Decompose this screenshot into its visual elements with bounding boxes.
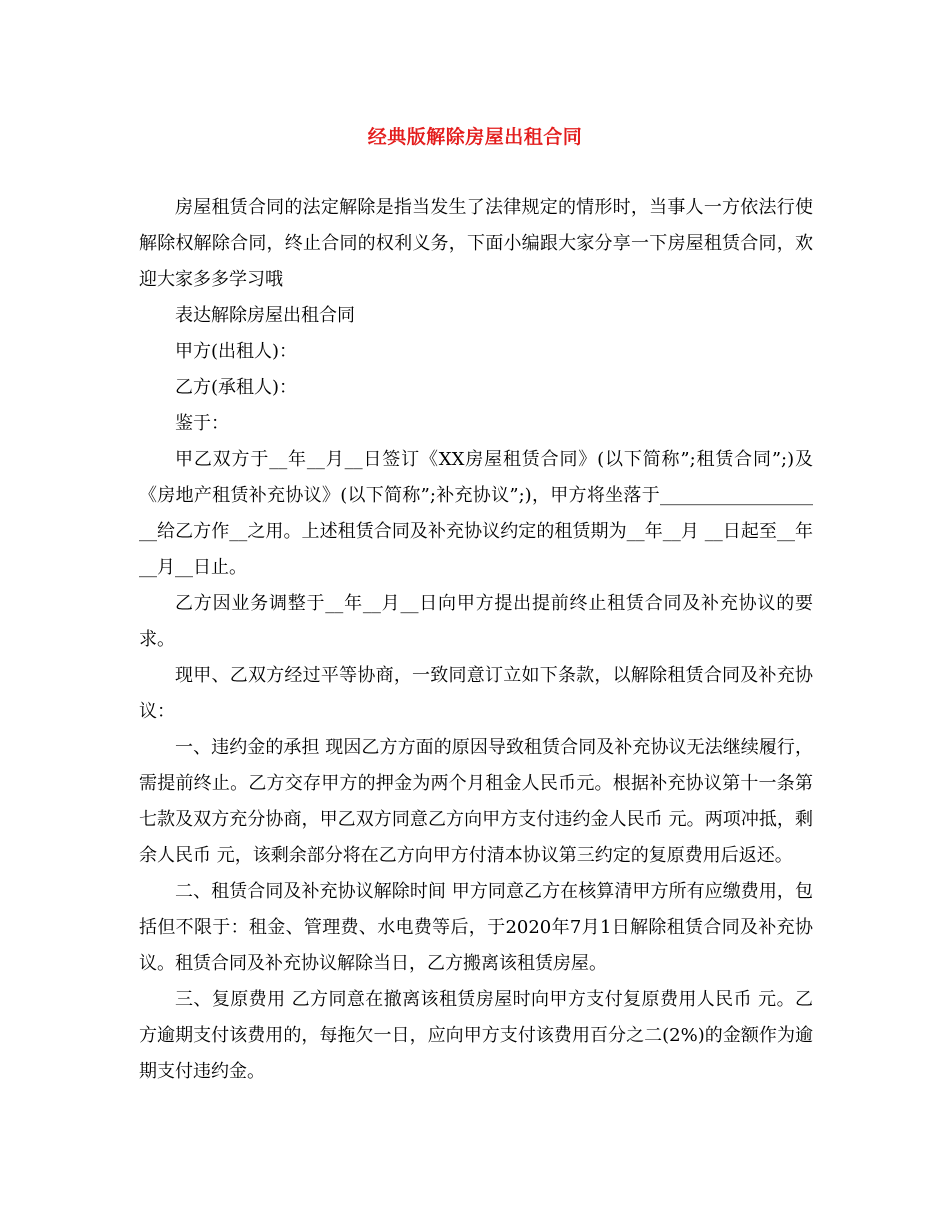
- intro-paragraph: 房屋租赁合同的法定解除是指当发生了法律规定的情形时，当事人一方依法行使解除权解除合同，终止合同的权利义务，下面小编跟大家分享一下房屋租赁合同，欢迎大家多多学习哦: [139, 197, 813, 290]
- clause-2-paragraph: 二、租赁合同及补充协议解除时间 甲方同意乙方在核算清甲方所有应缴费用，包括但不限于：租金、管理费、水电费等后，于2020年7月1日解除租赁合同及补充协议。租赁合同及补充协议解除当日，乙方搬离该租赁房屋。: [139, 881, 813, 974]
- document-title: 经典版解除房屋出租合同: [367, 126, 583, 148]
- background-paragraph: 甲乙双方于__年__月__日签订《XX房屋租赁合同》(以下简称”;租赁合同”;)及《房地产租赁补充协议》(以下简称”;补充协议”;)，甲方将坐落于___________________给乙方作__之用。上述租赁合同及补充协议约定的租赁期为__年__月 __日起至__年__月__日止。: [139, 449, 813, 578]
- document-body: [139, 190, 813, 1090]
- party-b-line: 乙方(承租人)：: [175, 377, 298, 398]
- clause-1-paragraph: 一、违约金的承担 现因乙方方面的原因导致租赁合同及补充协议无法继续履行，需提前终止。乙方交存甲方的押金为两个月租金人民币元。根据补充协议第十一条第七款及双方充分协商，甲乙双方同意乙方向甲方支付违约金人民币 元。两项冲抵，剩余人民币 元，该剩余部分将在乙方向甲方付清本协议第三约定的复原费用后返还。: [139, 737, 813, 866]
- clause-3-paragraph: 三、复原费用 乙方同意在撤离该租赁房屋时向甲方支付复原费用人民币 元。乙方逾期支付该费用的，每拖欠一日，应向甲方支付该费用百分之二(2%)的金额作为逾期支付违约金。: [139, 989, 813, 1082]
- whereas-line: 鉴于：: [175, 413, 229, 434]
- termination-request-paragraph: 乙方因业务调整于__年__月__日向甲方提出提前终止租赁合同及补充协议的要求。: [139, 593, 813, 650]
- agreement-paragraph: 现甲、乙双方经过平等协商，一致同意订立如下条款，以解除租赁合同及补充协议：: [139, 665, 813, 722]
- contract-heading: 表达解除房屋出租合同: [175, 305, 355, 326]
- party-a-line: 甲方(出租人)：: [175, 341, 298, 362]
